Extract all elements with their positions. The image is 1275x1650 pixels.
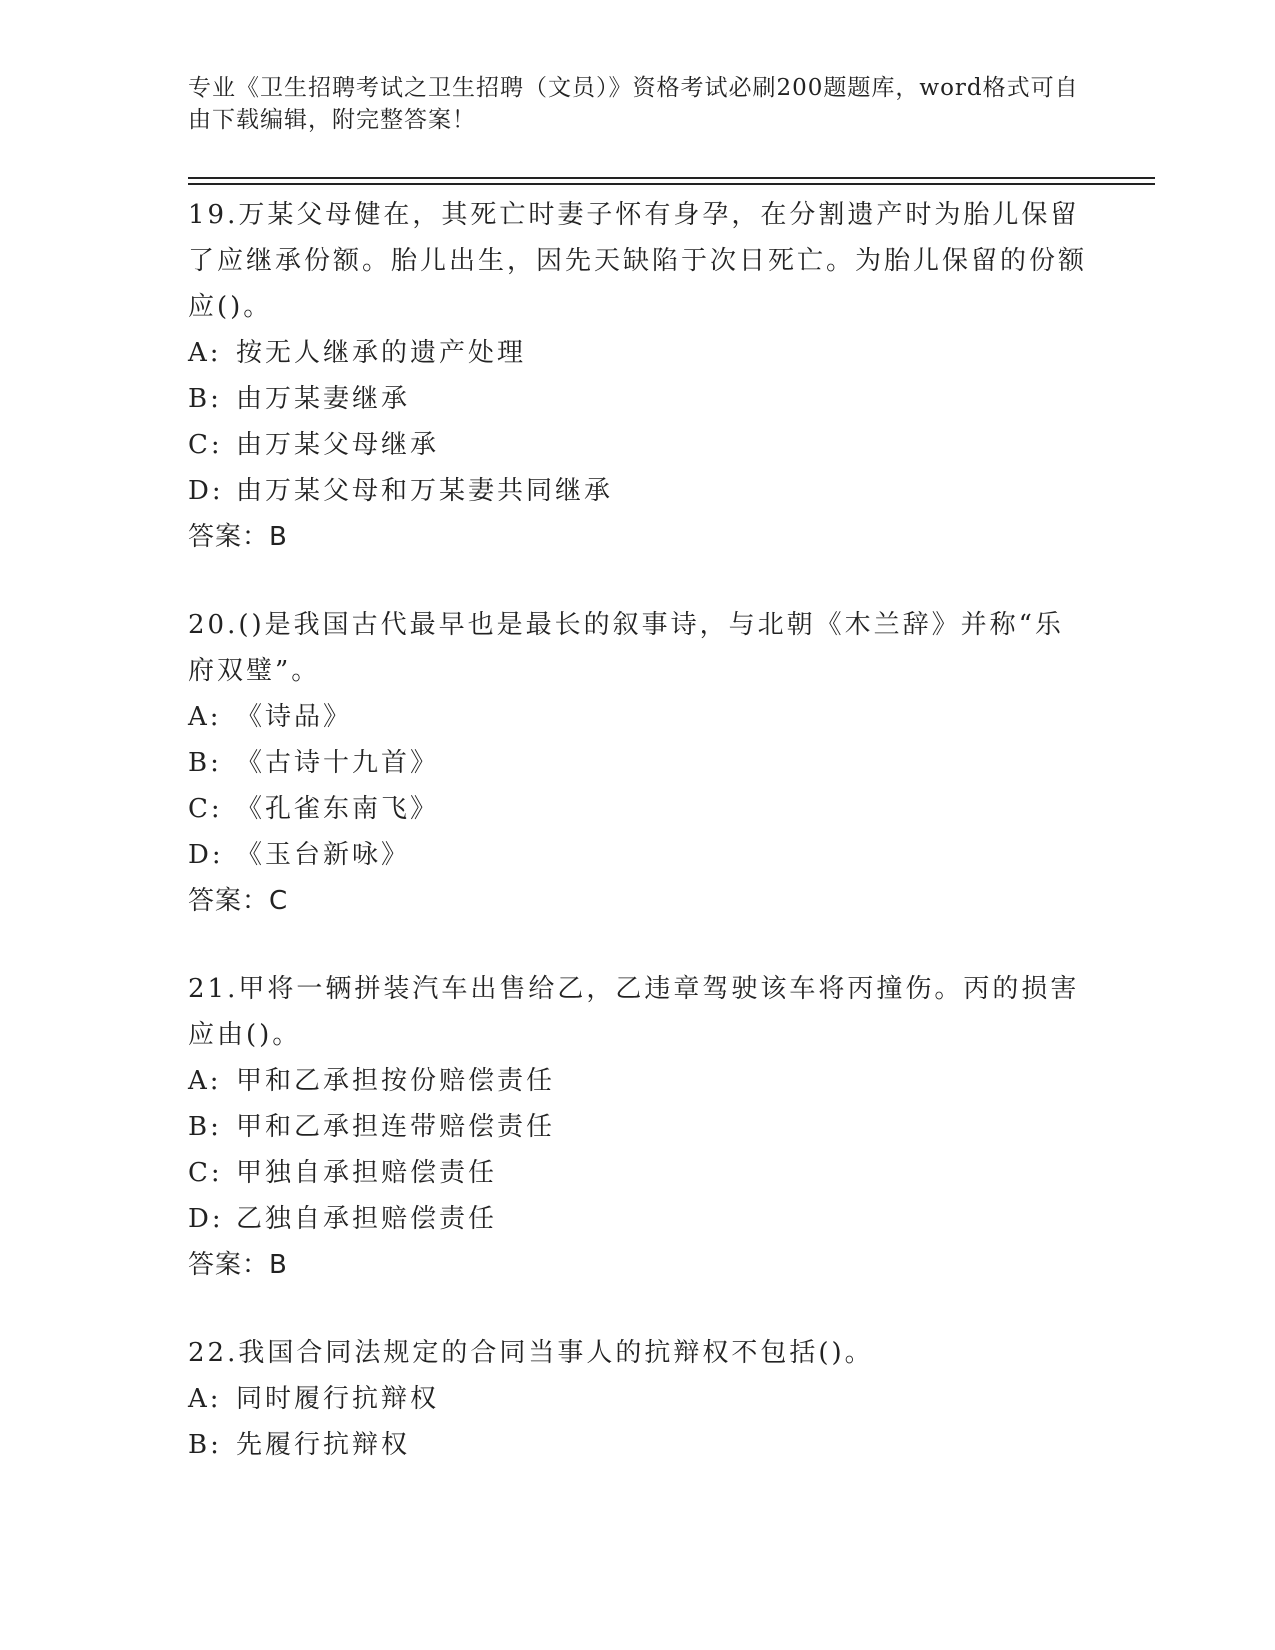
option-text: 《诗品》 <box>236 702 353 732</box>
question-22 <box>188 1330 1088 1468</box>
option-letter: A: <box>188 1066 222 1096</box>
option-letter: A: <box>188 702 222 732</box>
question-list <box>188 192 1088 1510</box>
answer-line: 答案：C <box>188 886 289 916</box>
option-b <box>188 740 1088 786</box>
question-stem: 22.我国合同法规定的合同当事人的抗辩权不包括()。 <box>188 1338 874 1368</box>
option-a <box>188 1058 1088 1104</box>
option-b <box>188 1104 1088 1150</box>
question-20 <box>188 602 1088 924</box>
question-21 <box>188 966 1088 1288</box>
document-header: 专业《卫生招聘考试之卫生招聘（文员）》资格考试必刷200题题库，word格式可自由下载编辑，附完整答案！ <box>188 75 1079 133</box>
option-a <box>188 694 1088 740</box>
option-letter: C: <box>188 1158 223 1188</box>
option-b <box>188 376 1088 422</box>
option-c <box>188 786 1088 832</box>
option-text: 同时履行抗辩权 <box>236 1384 440 1414</box>
option-letter: A: <box>188 1384 222 1414</box>
option-text: 乙独自承担赔偿责任 <box>236 1204 498 1234</box>
option-letter: B: <box>188 1430 222 1460</box>
option-text: 由万某妻继承 <box>236 384 411 414</box>
answer-line: 答案：B <box>188 1250 288 1280</box>
option-letter: B: <box>188 384 222 414</box>
option-text: 先履行抗辩权 <box>236 1430 411 1460</box>
option-text: 由万某父母继承 <box>236 430 440 460</box>
option-letter: A: <box>188 338 222 368</box>
option-c <box>188 422 1088 468</box>
option-text: 《玉台新咏》 <box>236 840 411 870</box>
option-letter: C: <box>188 430 223 460</box>
header-rule-bottom <box>188 183 1155 185</box>
option-a <box>188 330 1088 376</box>
option-d <box>188 832 1088 878</box>
option-letter: D: <box>188 1204 224 1234</box>
question-19 <box>188 192 1088 560</box>
option-letter: B: <box>188 1112 222 1142</box>
option-letter: D: <box>188 840 224 870</box>
header-rule-top <box>188 177 1155 179</box>
option-text: 甲和乙承担连带赔偿责任 <box>236 1112 556 1142</box>
answer-line: 答案：B <box>188 522 288 552</box>
option-letter: B: <box>188 748 222 778</box>
option-text: 甲独自承担赔偿责任 <box>236 1158 498 1188</box>
option-b <box>188 1422 1088 1468</box>
question-stem: 20.()是我国古代最早也是最长的叙事诗，与北朝《木兰辞》并称“乐府双璧”。 <box>188 610 1064 686</box>
option-letter: C: <box>188 794 223 824</box>
option-text: 《古诗十九首》 <box>236 748 440 778</box>
option-d <box>188 1196 1088 1242</box>
option-text: 按无人继承的遗产处理 <box>236 338 527 368</box>
option-text: 甲和乙承担按份赔偿责任 <box>236 1066 556 1096</box>
option-text: 《孔雀东南飞》 <box>236 794 440 824</box>
option-text: 由万某父母和万某妻共同继承 <box>236 476 614 506</box>
option-a <box>188 1376 1088 1422</box>
question-stem: 19.万某父母健在，其死亡时妻子怀有身孕，在分割遗产时为胎儿保留了应继承份额。胎儿出生，因先天缺陷于次日死亡。为胎儿保留的份额应()。 <box>188 200 1088 322</box>
option-d <box>188 468 1088 514</box>
question-stem: 21.甲将一辆拼装汽车出售给乙，乙违章驾驶该车将丙撞伤。丙的损害应由()。 <box>188 974 1080 1050</box>
option-letter: D: <box>188 476 224 506</box>
option-c <box>188 1150 1088 1196</box>
